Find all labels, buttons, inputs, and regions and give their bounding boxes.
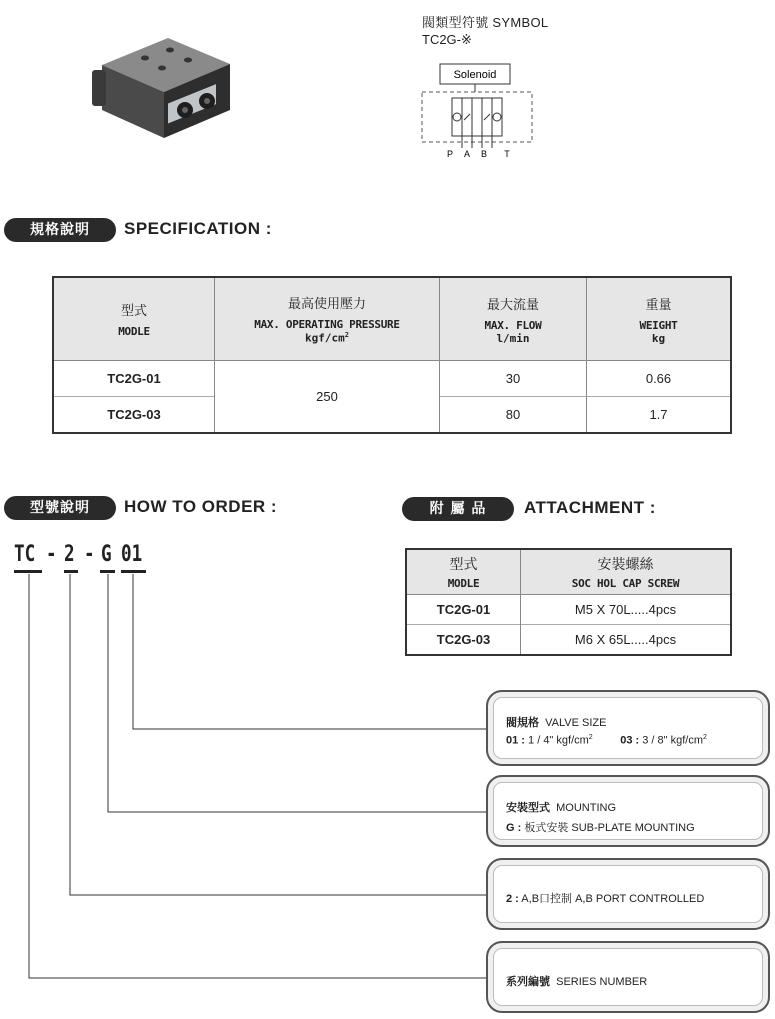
spec-flow-cell: 30 [440, 361, 587, 397]
symbol-model-code: TC2G-※ [422, 32, 472, 47]
order-code-mounting: G [101, 542, 112, 567]
spec-header-flow: 最大流量 MAX. FLOW l/min [440, 277, 587, 361]
spec-header-weight: 重量 WEIGHT kg [587, 277, 732, 361]
spec-weight-cell: 1.7 [587, 397, 732, 434]
how-to-order-pill: 型號說明 [4, 496, 116, 520]
spec-model-cell: TC2G-01 [53, 361, 215, 397]
hydraulic-symbol-diagram [412, 58, 552, 163]
series-number-title: 系列編號 SERIES NUMBER [506, 976, 648, 988]
spec-weight-cell: 0.66 [587, 361, 732, 397]
attach-header-screw: 安裝螺絲 SOC HOL CAP SCREW [521, 549, 732, 595]
port-b-label: B [480, 149, 488, 159]
port-control-box [486, 858, 770, 930]
attach-header-model: 型式 MODLE [406, 549, 521, 595]
symbol-title: 閥類型符號 SYMBOL [422, 15, 549, 30]
spec-header-pressure: 最高使用壓力 MAX. OPERATING PRESSURE kgf/$cm^2$ [215, 277, 440, 361]
attach-screw-cell: M6 X 65L.....4pcs [521, 625, 732, 656]
how-to-order-title: HOW TO ORDER : [124, 497, 278, 516]
attach-model-cell: TC2G-03 [406, 625, 521, 656]
valve-size-title: 閥規格 VALVE SIZE [506, 717, 607, 729]
spec-model-cell: TC2G-03 [53, 397, 215, 434]
table-row [53, 361, 731, 397]
order-code-size: 01 [121, 542, 143, 567]
spec-flow-cell: 80 [440, 397, 587, 434]
order-code-port: 2 [64, 542, 75, 567]
specification-pill: 規格說明 [4, 218, 116, 242]
attach-model-cell: TC2G-01 [406, 595, 521, 625]
valve-size-options: 01 : 1 / 4" kgf/$cm^2$ 03 : 3 / 8" kgf/$cm^2$ [506, 734, 707, 747]
attachment-title: ATTACHMENT : [524, 498, 656, 517]
port-t-label: T [504, 149, 510, 159]
valve-size-box [486, 690, 770, 766]
port-p-label: P [446, 149, 454, 159]
attach-screw-cell: M5 X 70L.....4pcs [521, 595, 732, 625]
order-code-dash: - [84, 542, 95, 567]
specification-title: SPECIFICATION : [124, 219, 272, 238]
solenoid-label: Solenoid [453, 69, 497, 81]
order-code-series: TC [14, 542, 36, 567]
mounting-option: G : 板式安裝 SUB-PLATE MOUNTING [506, 822, 695, 834]
port-control-option: 2 : A,B口控制 A,B PORT CONTROLLED [506, 893, 705, 905]
series-number-box [486, 941, 770, 1013]
specification-table [52, 276, 732, 434]
port-a-label: A [463, 149, 471, 159]
spec-pressure-cell: 250 [215, 361, 440, 434]
mounting-box [486, 775, 770, 847]
mounting-title: 安裝型式 MOUNTING [506, 802, 617, 814]
spec-header-model: 型式 MODLE [53, 277, 215, 361]
valve-product-image [90, 30, 240, 140]
attachment-pill: 附 屬 品 [402, 497, 514, 521]
order-code-dash: - [46, 542, 57, 567]
